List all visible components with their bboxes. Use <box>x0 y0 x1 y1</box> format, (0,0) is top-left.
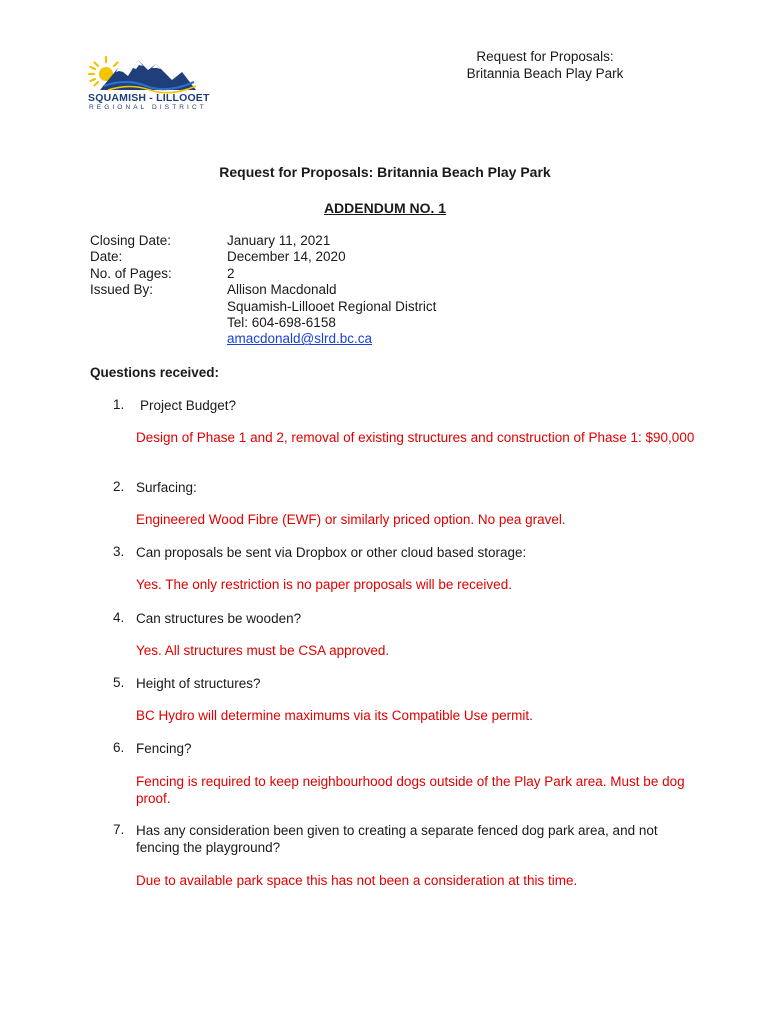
question-number: 5. <box>113 675 125 690</box>
question-number: 2. <box>113 479 125 494</box>
issuer-email-link[interactable]: amacdonald@slrd.bc.ca <box>227 331 373 347</box>
question-text: Surfacing: <box>136 480 197 495</box>
question-text: Can structures be wooden? <box>136 611 302 626</box>
logo-subtitle: REGIONAL DISTRICT <box>89 104 207 111</box>
questions-heading: Questions received: <box>90 365 220 380</box>
question-number: 6. <box>113 740 125 755</box>
issuer-name: Allison Macdonald <box>227 282 337 298</box>
question-text: Fencing? <box>136 741 192 756</box>
question-number: 3. <box>113 544 125 559</box>
issued-by-label: Issued By: <box>90 282 154 298</box>
question-number: 4. <box>113 610 125 625</box>
logo-name: SQUAMISH - LILLOOET <box>88 92 210 104</box>
pages-label: No. of Pages: <box>90 265 172 281</box>
answer-text: Fencing is required to keep neighbourhood dogs outside of the Play Park area. Must be dog proof. <box>136 774 685 806</box>
issuer-org: Squamish-Lillooet Regional District <box>227 298 437 314</box>
question-text: Project Budget? <box>140 398 237 413</box>
header-line-2: Britannia Beach Play Park <box>466 66 624 81</box>
question-number: 7. <box>113 822 125 837</box>
question-text: Height of structures? <box>136 676 261 691</box>
closing-date-value: January 11, 2021 <box>227 233 331 248</box>
page-title: Request for Proposals: Britannia Beach Play Park <box>219 164 551 180</box>
answer-text: Yes. The only restriction is no paper proposals will be received. <box>136 577 512 592</box>
addendum-heading: ADDENDUM NO. 1 <box>323 200 447 216</box>
question-number: 1. <box>113 397 125 412</box>
question-text: Can proposals be sent via Dropbox or other cloud based storage: <box>136 545 527 560</box>
closing-date-label: Closing Date: <box>90 233 172 248</box>
answer-text: Due to available park space this has not been a consideration at this time. <box>136 873 578 888</box>
answer-text: BC Hydro will determine maximums via its Compatible Use permit. <box>136 708 533 723</box>
answer-text: Engineered Wood Fibre (EWF) or similarly priced option. No pea gravel. <box>136 512 566 527</box>
pages-value: 2 <box>227 265 235 281</box>
issuer-tel: Tel: 604-698-6158 <box>227 314 336 330</box>
date-value: December 14, 2020 <box>227 249 346 265</box>
header-reference <box>440 48 650 82</box>
answer-text: Yes. All structures must be CSA approved. <box>136 643 390 658</box>
question-text: Has any consideration been given to creating a separate fenced dog park area, and not fencing the playground? <box>136 823 658 855</box>
header-line-1: Request for Proposals: <box>476 49 614 64</box>
date-label: Date: <box>90 249 123 265</box>
answer-text: Design of Phase 1 and 2, removal of existing structures and construction of Phase 1: $90,000 <box>136 430 695 445</box>
